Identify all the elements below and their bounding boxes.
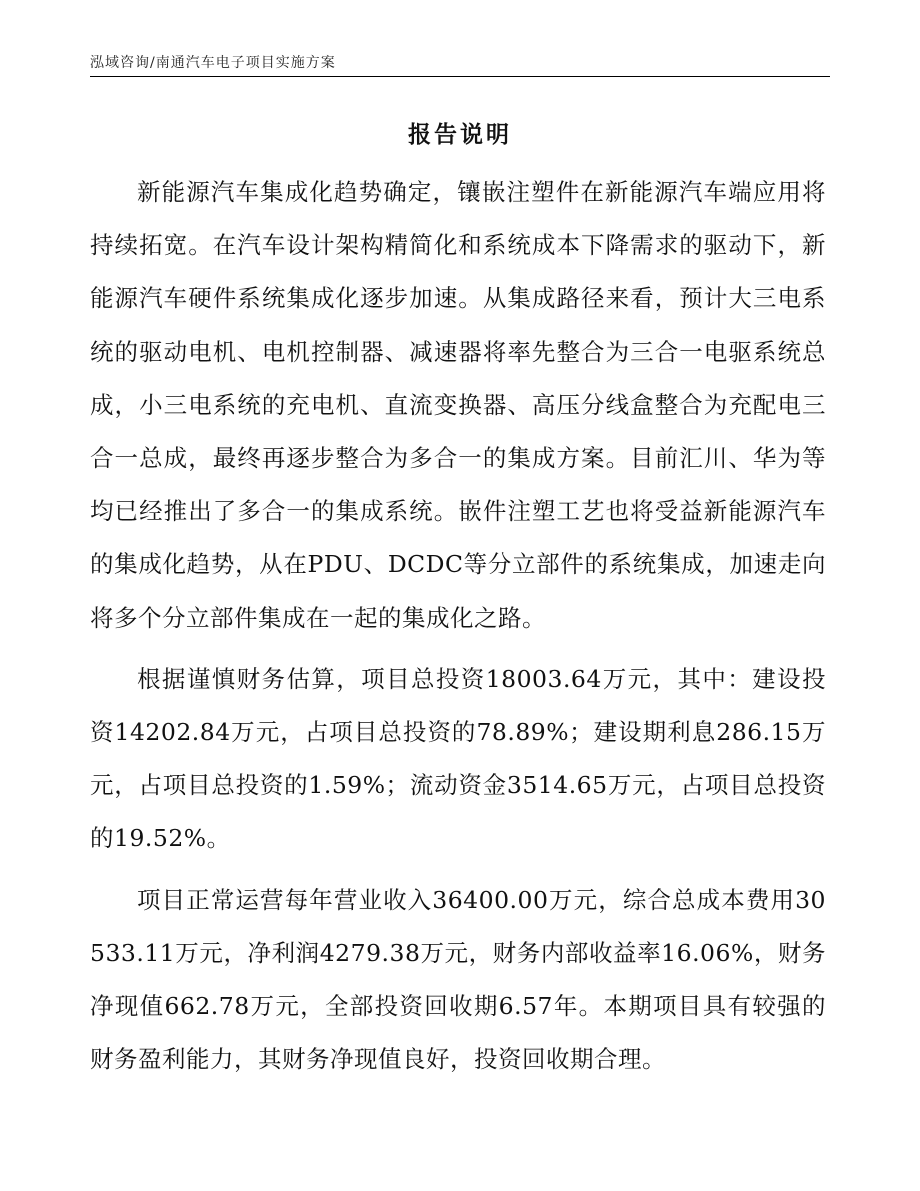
report-title: 报告说明 bbox=[408, 121, 512, 148]
paragraph-financials: 项目正常运营每年营业收入36400.00万元，综合总成本费用30533.11万元，净利润4279.38万元，财务内部收益率16.06%，财务净现值662.78万元，全部投资回收期6.57年。本期项目具有较强的财务盈利能力，其财务净现值良好，投资回收期合理。 bbox=[90, 885, 826, 1074]
report-body bbox=[90, 166, 826, 1094]
header-divider bbox=[90, 76, 830, 77]
paragraph-investment: 根据谨慎财务估算，项目总投资18003.64万元，其中：建设投资14202.84万元，占项目总投资的78.89%；建设期利息286.15万元，占项目总投资的1.59%；流动资金3514.65万元，占项目总投资的19.52%。 bbox=[90, 664, 826, 853]
paragraph-industry-trend: 新能源汽车集成化趋势确定，镶嵌注塑件在新能源汽车端应用将持续拓宽。在汽车设计架构精简化和系统成本下降需求的驱动下，新能源汽车硬件系统集成化逐步加速。从集成路径来看，预计大三电系统的驱动电机、电机控制器、减速器将率先整合为三合一电驱系统总成，小三电系统的充电机、直流变换器、高压分线盒整合为充配电三合一总成，最终再逐步整合为多合一的集成方案。目前汇川、华为等均已经推出了多合一的集成系统。嵌件注塑工艺也将受益新能源汽车的集成化趋势，从在PDU、DCDC等分立部件的系统集成，加速走向将多个分立部件集成在一起的集成化之路。 bbox=[90, 178, 826, 632]
running-header: 泓域咨询/南通汽车电子项目实施方案 bbox=[90, 55, 336, 71]
